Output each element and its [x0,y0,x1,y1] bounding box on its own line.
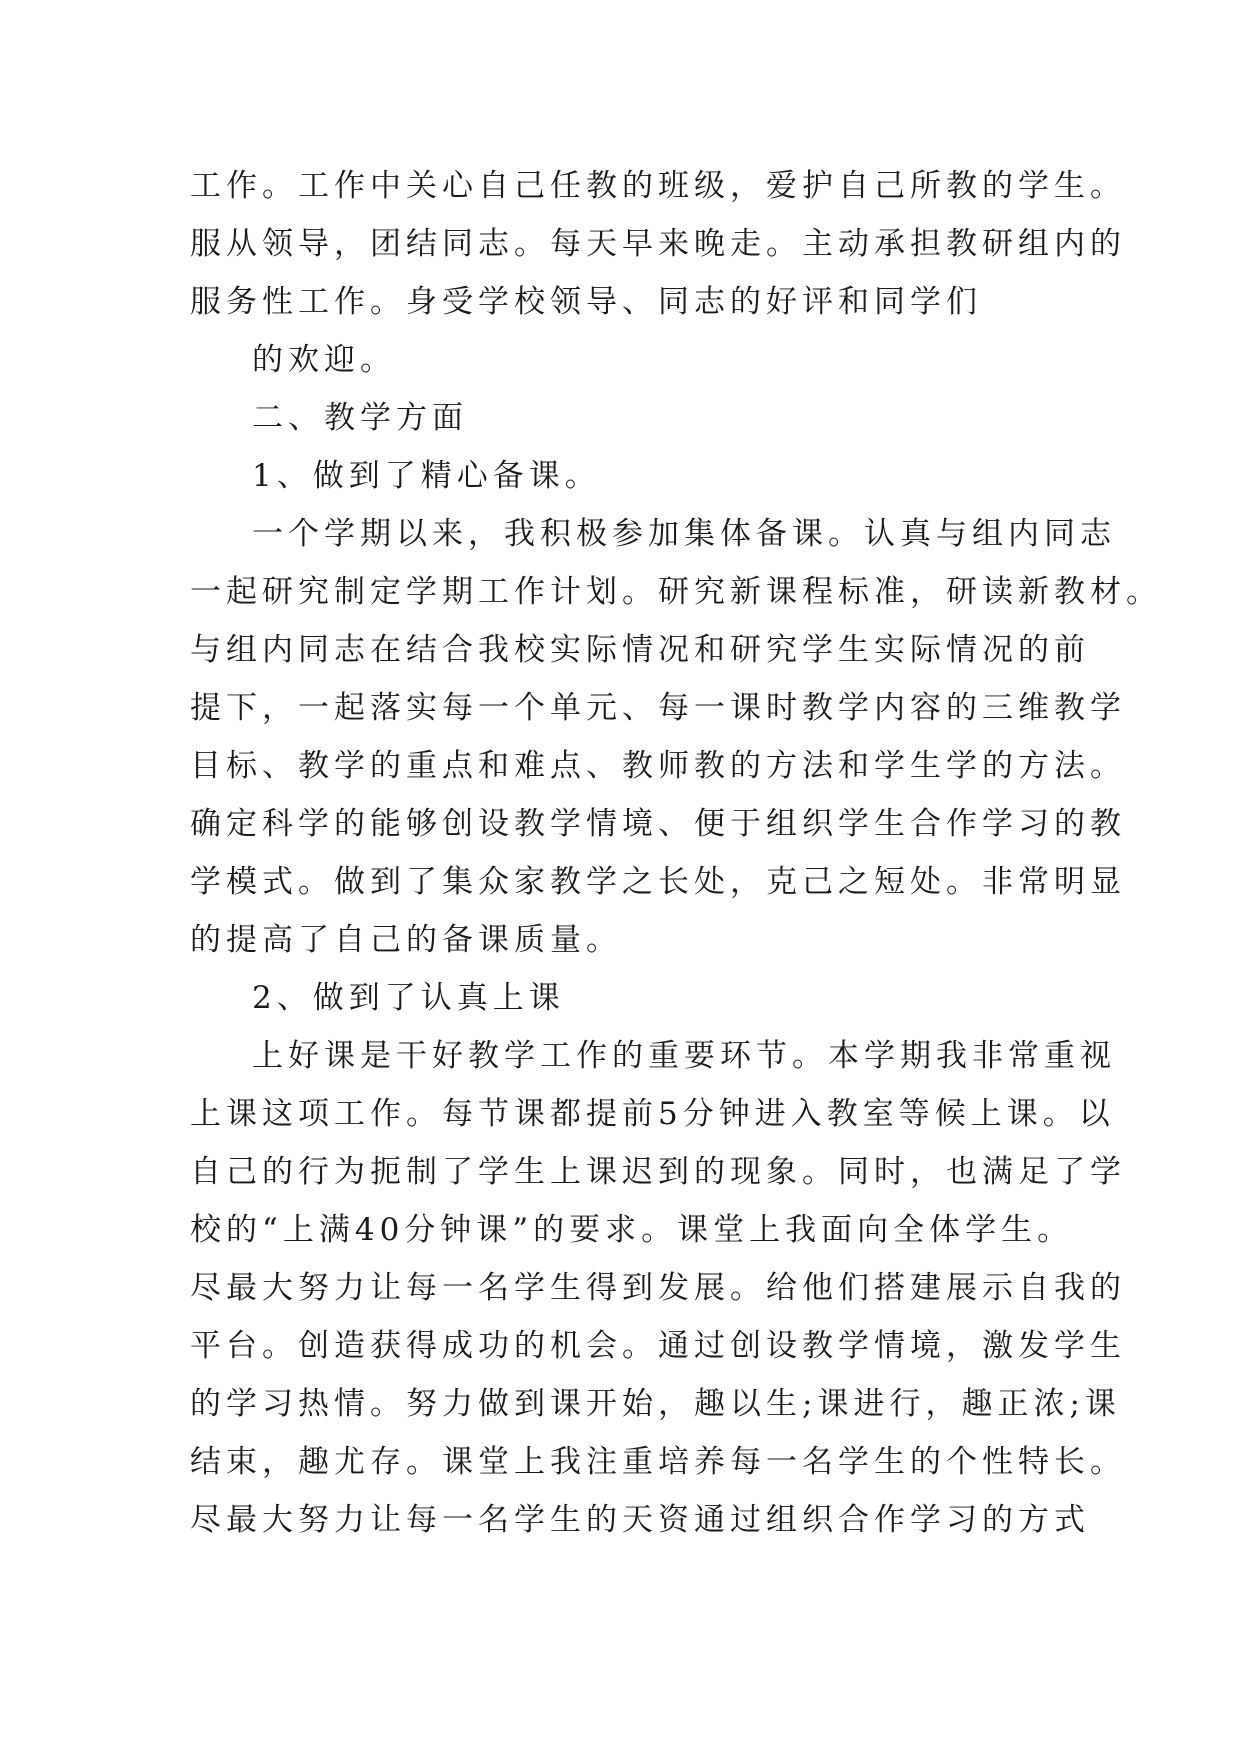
subsection-heading: 2、做到了认真上课 [252,980,565,1016]
text-line: 尽最大努力让每一名学生得到发展。给他们搭建展示自我的 [190,1270,1126,1306]
text-line: 结束，趣尤存。课堂上我注重培养每一名学生的个性特长。 [190,1444,1126,1480]
text-line: 的提高了自己的备课质量。 [190,922,622,958]
text-line: 尽最大努力让每一名学生的天资通过组织合作学习的方式 [190,1502,1090,1538]
text-line: 工作。工作中关心自己任教的班级，爱护自己所教的学生。 [190,168,1126,204]
text-line: 学模式。做到了集众家教学之长处，克己之短处。非常明显 [190,864,1126,900]
document-body [190,157,1162,1549]
text-line: 上课这项工作。每节课都提前5分钟进入教室等候上课。以 [190,1096,1115,1132]
text-line: 服务性工作。身受学校领导、同志的好评和同学们 [190,284,982,320]
text-line: 与组内同志在结合我校实际情况和研究学生实际情况的前 [190,632,1090,668]
text-line: 的学习热情。努力做到课开始，趣以生;课进行，趣正浓;课 [190,1386,1121,1422]
text-line: 目标、教学的重点和难点、教师教的方法和学生学的方法。 [190,748,1126,784]
text-line: 校的“上满40分钟课”的要求。课堂上我面向全体学生。 [190,1212,1074,1248]
text-line: 服从领导，团结同志。每天早来晚走。主动承担教研组内的 [190,226,1126,262]
text-line: 的欢迎。 [252,342,396,378]
text-line: 一起研究制定学期工作计划。研究新课程标准，研读新教材。 [190,574,1162,610]
text-line: 上好课是干好教学工作的重要环节。本学期我非常重视 [252,1038,1116,1074]
text-line: 平台。创造获得成功的机会。通过创设教学情境，激发学生 [190,1328,1126,1364]
section-heading: 二、教学方面 [252,400,468,436]
text-line: 一个学期以来，我积极参加集体备课。认真与组内同志 [252,516,1116,552]
text-line: 提下，一起落实每一个单元、每一课时教学内容的三维教学 [190,690,1126,726]
text-line: 自己的行为扼制了学生上课迟到的现象。同时，也满足了学 [190,1154,1126,1190]
subsection-heading: 1、做到了精心备课。 [252,458,601,494]
text-line: 确定科学的能够创设教学情境、便于组织学生合作学习的教 [190,806,1126,842]
